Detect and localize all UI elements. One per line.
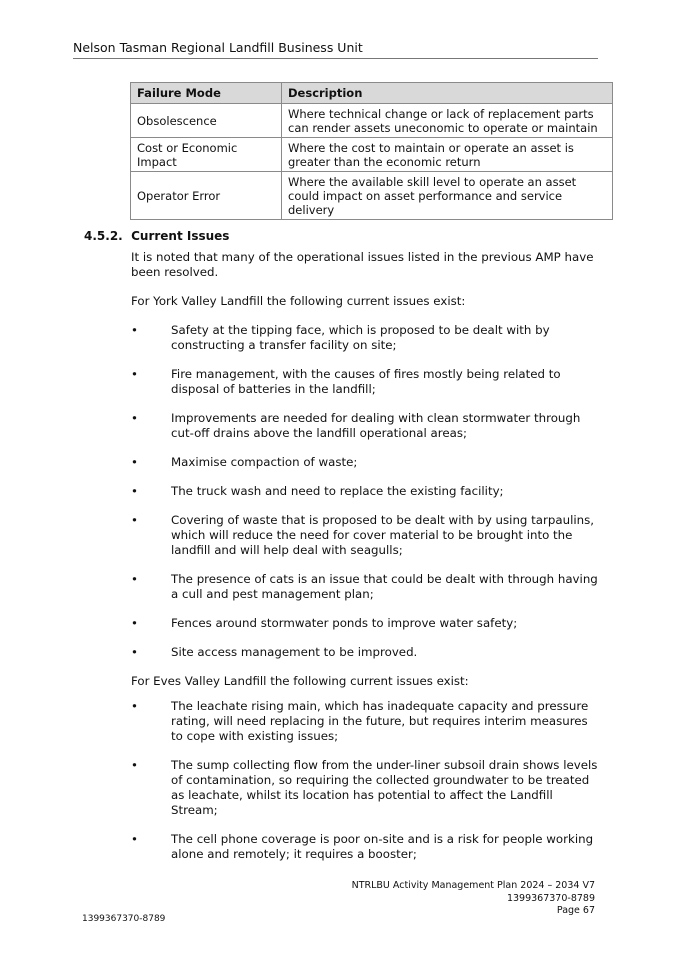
bullet: • [131, 616, 138, 630]
footer-doc-id: 1399367370-8789 [506, 892, 595, 904]
table-header-row [131, 83, 613, 104]
bullet: • [131, 513, 138, 527]
bullet: • [131, 455, 138, 469]
footer-left-doc-id: 1399367370-8789 [82, 914, 166, 924]
footer-page-number: Page 67 [556, 905, 595, 916]
york-intro-paragraph: For York Valley Landfill the following current issues exist: [131, 294, 466, 308]
bullet: • [131, 832, 138, 846]
list-item [131, 699, 601, 744]
list-item-text: Fences around stormwater ponds to improve water safety; [171, 616, 518, 630]
failure-mode-cell: Cost or Economic Impact [131, 138, 282, 172]
list-item [131, 367, 601, 397]
list-item-text: Covering of waste that is proposed to be dealt with by using tarpaulins, which will reduce the need for cover material to be brought into the landfill and will help deal with seagulls; [171, 513, 594, 557]
bullet: • [131, 323, 138, 337]
table-row [131, 104, 613, 138]
bullet: • [131, 645, 138, 659]
table-row [131, 172, 613, 220]
list-item-text: Maximise compaction of waste; [171, 455, 358, 469]
list-item [131, 411, 601, 441]
list-item-text: Site access management to be improved. [171, 645, 418, 659]
list-item-text: The truck wash and need to replace the existing facility; [171, 484, 504, 498]
bullet: • [131, 572, 138, 586]
list-item-text: The sump collecting flow from the under-liner subsoil drain shows levels of contamination, so requiring the collected groundwater to be treated as leachate, whilst its location has potential to affect the Landfill Stream; [171, 758, 598, 817]
description-cell: Where technical change or lack of replacement parts can render assets uneconomic to operate or maintain [282, 104, 613, 138]
footer-plan-title: NTRLBU Activity Management Plan 2024 – 2034 V7 [351, 880, 595, 891]
failure-mode-table [130, 82, 613, 220]
list-item [131, 616, 601, 631]
list-item-text: Safety at the tipping face, which is proposed to be dealt with by constructing a transfer facility on site; [171, 323, 550, 352]
bullet: • [131, 367, 138, 381]
list-item [131, 832, 601, 862]
list-item [131, 513, 601, 558]
list-item-text: The cell phone coverage is poor on-site and is a risk for people working alone and remotely; it requires a booster; [171, 832, 594, 861]
section-title: Current Issues [131, 229, 230, 243]
list-item [131, 758, 601, 818]
section-heading [84, 229, 229, 243]
list-item-text: Improvements are needed for dealing with clean stormwater through cut-off drains above the landfill operational areas; [171, 411, 581, 440]
list-item [131, 323, 601, 353]
page-footer [352, 880, 595, 918]
failure-mode-cell: Obsolescence [131, 104, 282, 138]
list-item [131, 484, 601, 499]
bullet: • [131, 699, 138, 713]
column-header: Description [282, 83, 613, 104]
list-item-text: The leachate rising main, which has inadequate capacity and pressure rating, will need replacing in the future, but requires interim measures to cope with existing issues; [171, 699, 589, 743]
page-header: Nelson Tasman Regional Landfill Business Unit [73, 40, 598, 59]
eves-intro-paragraph: For Eves Valley Landfill the following current issues exist: [131, 674, 469, 688]
york-issues-list [131, 323, 601, 660]
list-item [131, 645, 601, 660]
description-cell: Where the available skill level to operate an asset could impact on asset performance and service delivery [282, 172, 613, 220]
section-body [131, 250, 601, 876]
list-item [131, 572, 601, 602]
column-header: Failure Mode [131, 83, 282, 104]
failure-mode-cell: Operator Error [131, 172, 282, 220]
description-cell: Where the cost to maintain or operate an asset is greater than the economic return [282, 138, 613, 172]
table-row [131, 138, 613, 172]
intro-paragraph: It is noted that many of the operational issues listed in the previous AMP have been resolved. [131, 250, 594, 279]
bullet: • [131, 758, 138, 772]
list-item-text: Fire management, with the causes of fires mostly being related to disposal of batteries in the landfill; [171, 367, 561, 396]
list-item-text: The presence of cats is an issue that could be dealt with through having a cull and pest management plan; [171, 572, 598, 601]
list-item [131, 455, 601, 470]
bullet: • [131, 484, 138, 498]
section-number: 4.5.2. [84, 229, 123, 243]
bullet: • [131, 411, 138, 425]
eves-issues-list [131, 699, 601, 862]
